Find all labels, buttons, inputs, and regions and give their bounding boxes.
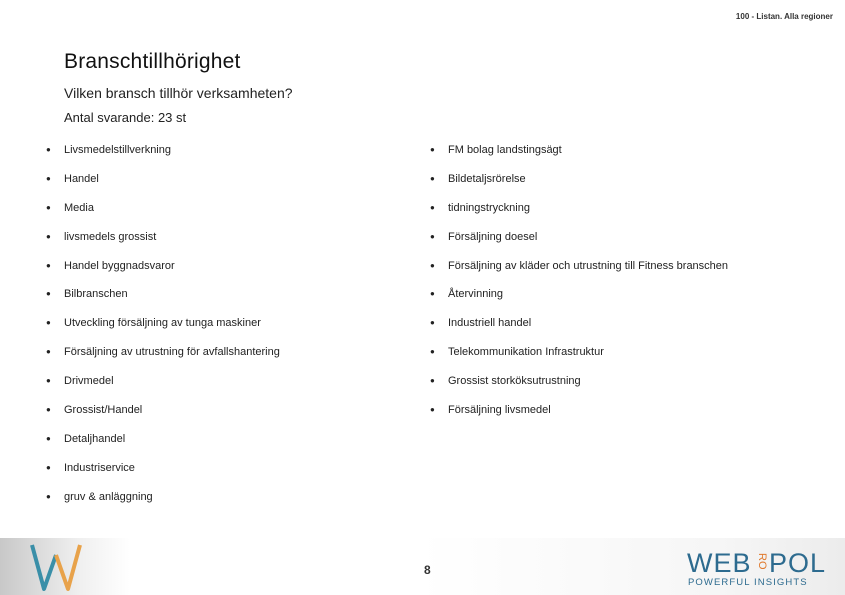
list-item: ● Media — [46, 198, 280, 227]
report-label: 100 - Listan. Alla regioner — [735, 12, 833, 21]
list-item: ● Försäljning av kläder och utrustning till Fitness branschen — [430, 256, 728, 285]
list-item: ● Återvinning — [430, 284, 728, 313]
list-item: ● FM bolag landstingsägt — [430, 140, 728, 169]
bullet-icon: ● — [46, 318, 51, 328]
list-item: ● Drivmedel — [46, 371, 280, 400]
list-item: ● Detaljhandel — [46, 429, 280, 458]
w-logo-icon — [28, 541, 84, 593]
tagline: POWERFUL INSIGHTS — [688, 577, 808, 588]
list-item: ● Industriservice — [46, 458, 280, 487]
list-item: ● livsmedels grossist — [46, 227, 280, 256]
page-title: Branschtillhörighet — [64, 50, 241, 73]
bullet-icon: ● — [430, 173, 435, 183]
svg-text:RO: RO — [756, 553, 768, 570]
bullet-icon: ● — [430, 231, 435, 241]
list-item: ● Handel byggnadsvaror — [46, 256, 280, 285]
bullet-icon: ● — [430, 202, 435, 212]
page-number: 8 — [424, 563, 431, 577]
bullet-icon: ● — [46, 202, 51, 212]
list-item: ● Försäljning av utrustning för avfallshantering — [46, 342, 280, 371]
list-item: ● Grossist/Handel — [46, 400, 280, 429]
list-item: ● Försäljning doesel — [430, 227, 728, 256]
list-item: ● tidningstryckning — [430, 198, 728, 227]
bullet-icon: ● — [46, 173, 51, 183]
list-item: ● Livsmedelstillverkning — [46, 140, 280, 169]
svg-text:POL: POL — [769, 548, 827, 578]
list-item: ● Försäljning livsmedel — [430, 400, 728, 429]
bullet-icon: ● — [46, 145, 51, 154]
bullet-icon: ● — [46, 260, 51, 270]
list-item: ● Bilbranschen — [46, 284, 280, 313]
bullet-icon: ● — [46, 433, 51, 443]
list-item: ● Bildetaljsrörelse — [430, 169, 728, 198]
bullet-icon: ● — [430, 318, 435, 328]
bullet-icon: ● — [46, 491, 51, 501]
bullet-icon: ● — [430, 347, 435, 357]
question-text: Vilken bransch tillhör verksamheten? — [64, 85, 293, 101]
list-item: ● Telekommunikation Infrastruktur — [430, 342, 728, 371]
bullet-icon: ● — [430, 405, 435, 415]
bullet-icon: ● — [430, 376, 435, 386]
list-item: ● gruv & anläggning — [46, 487, 280, 516]
bullet-icon: ● — [430, 260, 435, 270]
respondent-count: Antal svarande: 23 st — [64, 110, 187, 125]
bullet-icon: ● — [46, 289, 51, 299]
bullet-icon: ● — [46, 347, 51, 357]
bullet-icon: ● — [46, 405, 51, 415]
answer-list-right — [430, 140, 728, 429]
list-item: ● Handel — [46, 169, 280, 198]
list-item: ● Grossist storköksutrustning — [430, 371, 728, 400]
svg-text:WEB: WEB — [687, 548, 752, 578]
answer-list-left — [46, 140, 280, 516]
webropol-logo — [687, 544, 827, 588]
list-item: ● Industriell handel — [430, 313, 728, 342]
list-item: ● Utveckling försäljning av tunga maskiner — [46, 313, 280, 342]
bullet-icon: ● — [46, 462, 51, 472]
bullet-icon: ● — [430, 289, 435, 299]
bullet-icon: ● — [46, 231, 51, 241]
bullet-icon: ● — [430, 145, 435, 154]
bullet-icon: ● — [46, 376, 51, 386]
